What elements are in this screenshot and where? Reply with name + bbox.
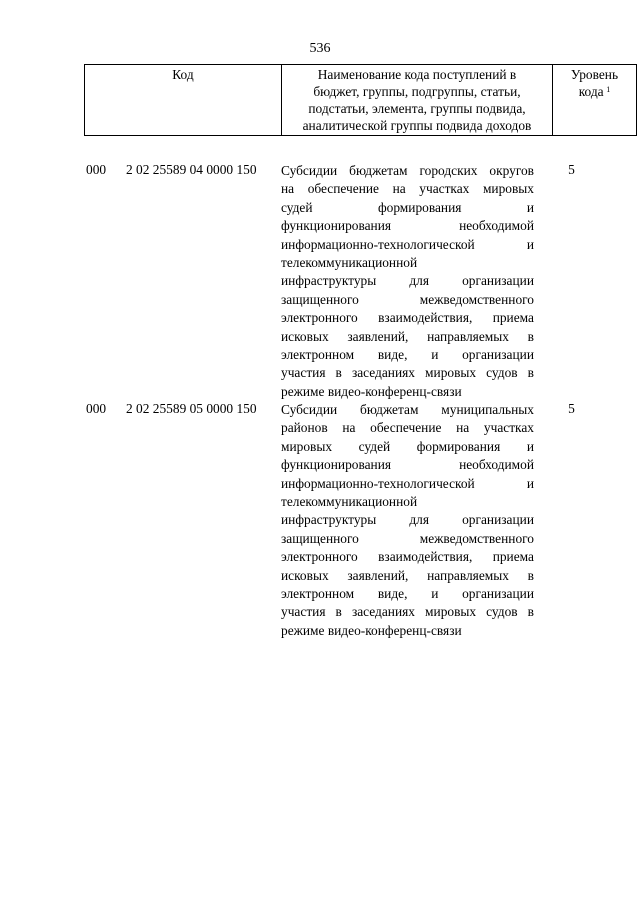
header-name-line: аналитической группы подвида доходов [302,118,532,133]
admin-code: 000 [86,401,107,416]
header-level-line1: Уровень [570,67,619,82]
header-name [282,65,553,136]
income-code: 2 02 25589 05 0000 150 [126,401,257,416]
income-code: 2 02 25589 04 0000 150 [126,162,257,177]
admin-code: 000 [86,162,107,177]
table-header [84,64,637,136]
income-name: Субсидии бюджетам городских округов на обеспечение на участках мировых судей формирования и функционирования необходимой информационно-технологической и телекоммуникационной инфраструктуры для организации защищенного межведомственного электронного взаимодействия, приема исковых заявлений, направляемых в электронном виде, и организации участия в заседаниях мировых судов в режиме видео-конференц-связи [281,163,534,399]
header-name-line: подстатьи, элемента, группы подвида, [308,101,526,116]
code-level: 5 [568,401,575,416]
header-level [553,65,637,136]
header-name-line: бюджет, группы, подгруппы, статьи, [313,84,521,99]
header-name-line: Наименование кода поступлений в [317,67,517,82]
page-number: 536 [309,41,331,56]
footnote-marker: 1 [606,85,611,94]
header-code: Код [85,65,282,136]
income-name: Субсидии бюджетам муниципальных районов на обеспечение на участках мировых судей формирования и функционирования необходимой информационно-технологической и телекоммуникационной инфраструктуры для организации защищенного межведомственного электронного взаимодействия, приема исковых заявлений, направляемых в электронном виде, и организации участия в заседаниях мировых судов в режиме видео-конференц-связи [281,402,534,638]
code-level: 5 [568,162,575,177]
header-level-line2: кода [578,84,604,99]
